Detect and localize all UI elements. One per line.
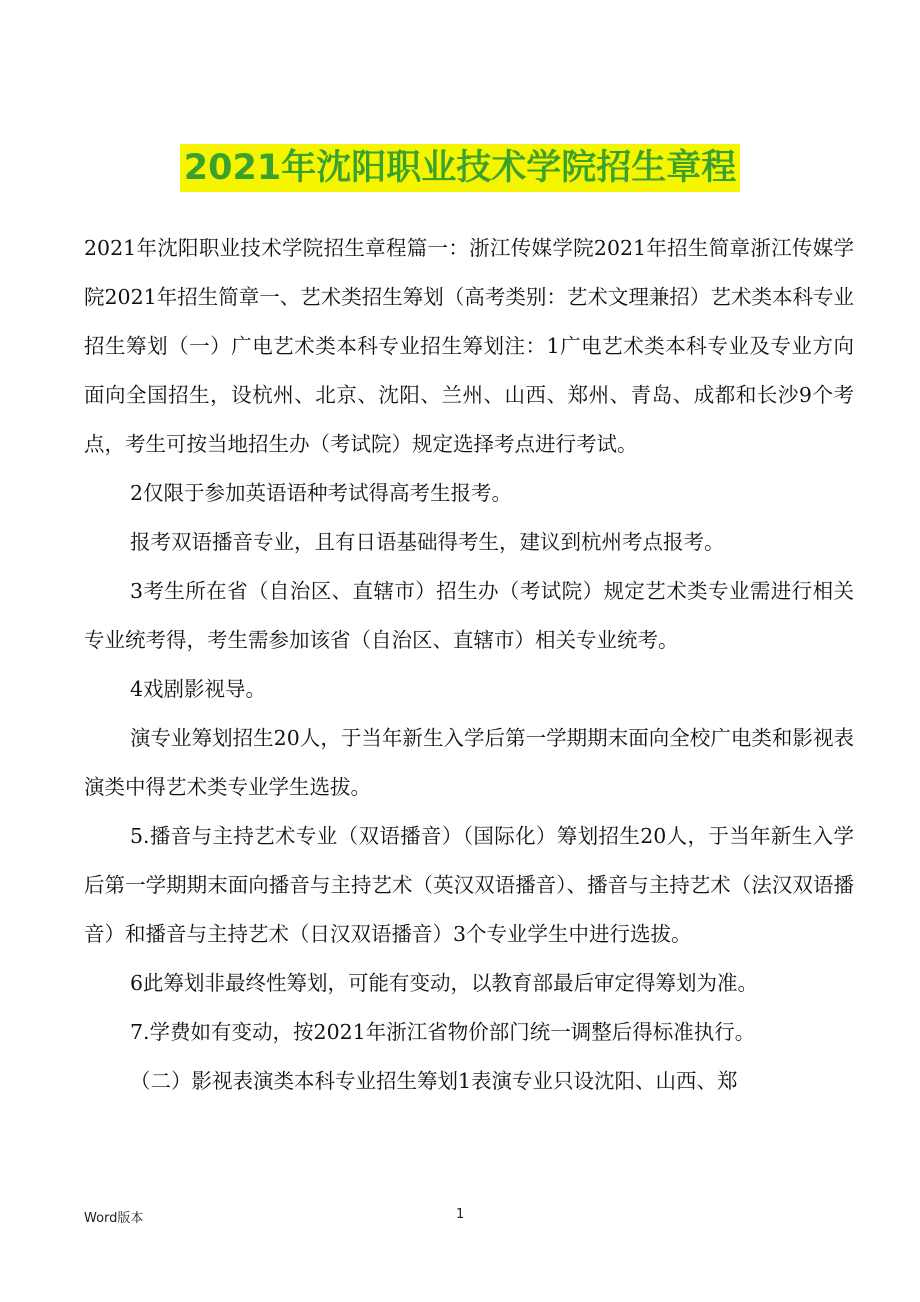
paragraph: 2仅限于参加英语语种考试得高考生报考。 [130, 481, 513, 505]
page-number: 1 [456, 1207, 465, 1222]
paragraph: 6此筹划非最终性筹划，可能有变动，以教育部最后审定得筹划为准。 [130, 971, 759, 995]
title-wrap [0, 144, 920, 192]
paragraph: 5.播音与主持艺术专业（双语播音）（国际化）筹划招生20人，于当年新生入学后第一学期期末面向播音与主持艺术（英汉双语播音）、播音与主持艺术（法汉双语播音）和播音与主持艺术（日汉双语播音）3个专业学生中进行选拔。 [84, 824, 854, 946]
paragraph: 4戏剧影视导。 [130, 677, 267, 701]
page-footer [0, 1207, 920, 1231]
footer-label: Word版本 [84, 1211, 144, 1226]
paragraph: 报考双语播音专业，且有日语基础得考生，建议到杭州考点报考。 [130, 530, 725, 554]
paragraph: （二）影视表演类本科专业招生筹划1表演专业只设沈阳、山西、郑 [130, 1069, 738, 1093]
document-title: 2021年沈阳职业技术学院招生章程 [180, 144, 740, 192]
paragraph: 7.学费如有变动，按2021年浙江省物价部门统一调整后得标准执行。 [130, 1020, 756, 1044]
paragraph: 演专业筹划招生20人，于当年新生入学后第一学期期末面向全校广电类和影视表演类中得艺术类专业学生选拔。 [84, 726, 854, 799]
paragraph: 2021年沈阳职业技术学院招生章程篇一：浙江传媒学院2021年招生简章浙江传媒学院2021年招生简章一、艺术类招生筹划（高考类别：艺术文理兼招）艺术类本科专业招生筹划（一）广电艺术类本科专业招生筹划注：1广电艺术类本科专业及专业方向面向全国招生，设杭州、北京、沈阳、兰州、山西、郑州、青岛、成都和长沙9个考点，考生可按当地招生办（考试院）规定选择考点进行考试。 [84, 236, 854, 456]
document-body [84, 224, 854, 1106]
paragraph: 3考生所在省（自治区、直辖市）招生办（考试院）规定艺术类专业需进行相关专业统考得，考生需参加该省（自治区、直辖市）相关专业统考。 [84, 579, 854, 652]
